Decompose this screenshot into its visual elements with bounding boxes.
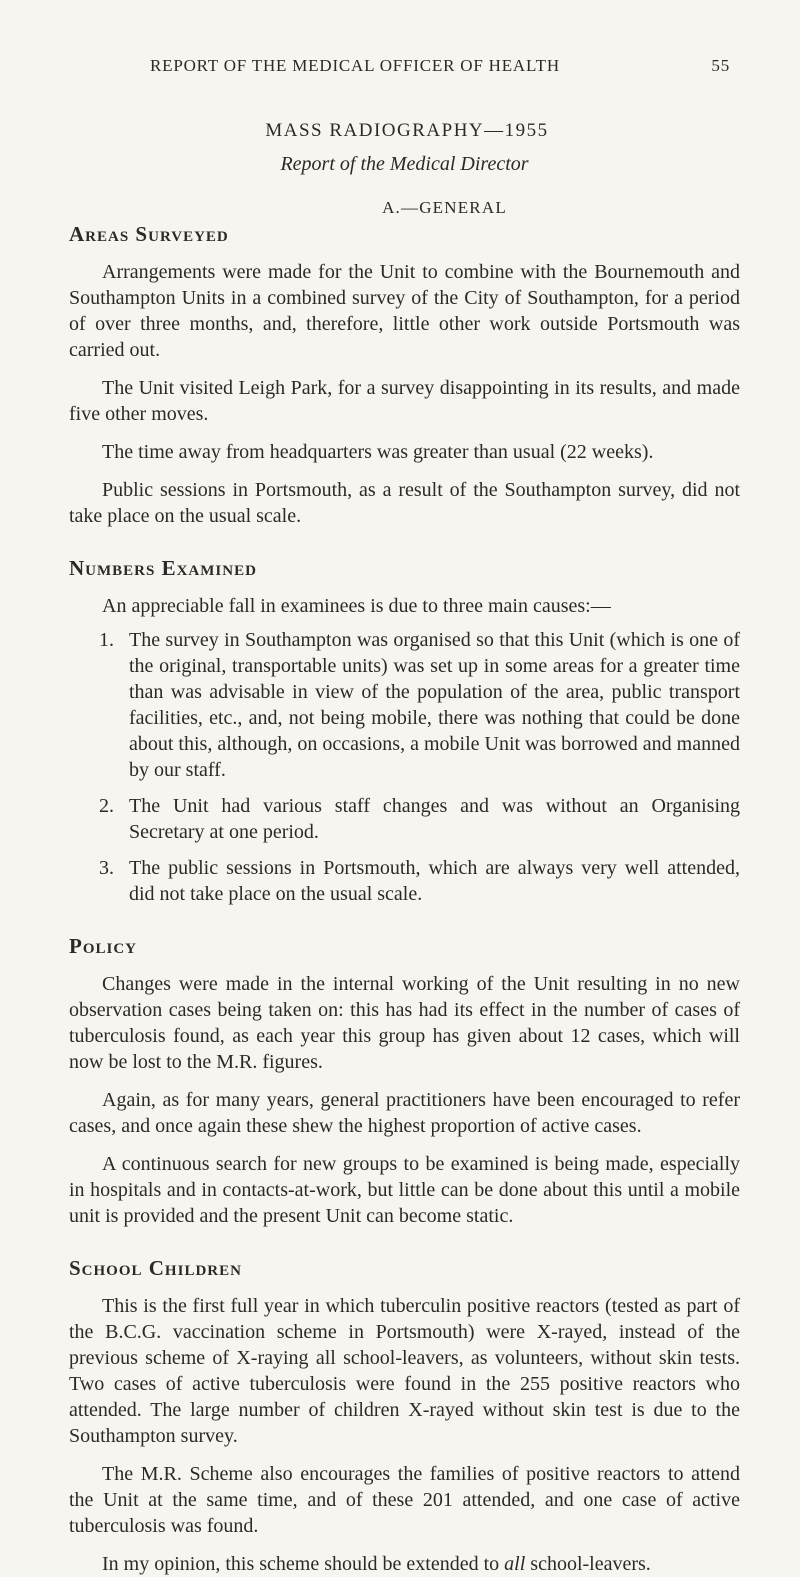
heading-areas-surveyed: Areas Surveyed — [69, 222, 229, 246]
list-text: The Unit had various staff changes and was without an Organising Secretary at one period. — [129, 795, 740, 843]
document-body — [69, 118, 740, 1577]
list-text: The survey in Southampton was organised so that this Unit (which is one of the original, transportable units) was set up in some areas for a greater time than was advisable in view of the population of the area, public transport facilities, etc., and, not being mobile, there was nothing that could be done about this, although, on occasions, a mobile Unit was borrowed and manned by our staff. — [129, 629, 740, 781]
page-number: 55 — [711, 56, 730, 75]
list-item — [99, 793, 740, 845]
list-text: The public sessions in Portsmouth, which are always very well attended, did not take place on the usual scale. — [129, 857, 740, 905]
list-item — [99, 627, 740, 783]
paragraph: Arrangements were made for the Unit to combine with the Bournemouth and Southampton Units in a combined survey of the City of Southampton, for a period of over three months, and, therefore, little other work outside Portsmouth was carried out. — [69, 261, 740, 361]
paragraph: An appreciable fall in examinees is due to three main causes:— — [102, 595, 611, 617]
list-number: 1. — [99, 629, 114, 651]
paragraph: Changes were made in the internal working of the Unit resulting in no new observation cases being taken on: this has had its effect in the number of cases of tuberculosis found, as each year this group has given about 12 cases, which will now be lost to the M.R. figures. — [69, 973, 740, 1073]
paragraph: Public sessions in Portsmouth, as a result of the Southampton survey, did not take place on the usual scale. — [69, 479, 740, 527]
paragraph: The time away from headquarters was greater than usual (22 weeks). — [102, 441, 654, 463]
paragraph: The Unit visited Leigh Park, for a survey disappointing in its results, and made five other moves. — [69, 377, 740, 425]
text-run: In my opinion, this scheme should be extended to — [102, 1553, 505, 1575]
heading-policy: Policy — [69, 934, 138, 958]
paragraph: Again, as for many years, general practitioners have been encouraged to refer cases, and once again these shew the highest proportion of active cases. — [69, 1089, 740, 1137]
paragraph: This is the first full year in which tuberculin positive reactors (tested as part of the B.C.G. vaccination scheme in Portsmouth) were X-rayed, instead of the previous scheme of X-raying all school-leavers, as volunteers, without skin tests. Two cases of active tuberculosis were found in the 255 positive reactors who attended. The large number of children X-rayed without skin test is due to the Southampton survey. — [69, 1295, 740, 1447]
document-title: MASS RADIOGRAPHY—1955 — [265, 120, 549, 141]
text-run: school-leavers. — [525, 1553, 651, 1575]
paragraph: A continuous search for new groups to be examined is being made, especially in hospitals and in contacts-at-work, but little can be done about this until a mobile unit is provided and the present Unit can become static. — [69, 1153, 740, 1227]
list-item — [99, 855, 740, 907]
list-number: 3. — [99, 857, 114, 879]
heading-numbers-examined: Numbers Examined — [69, 556, 257, 580]
list-number: 2. — [99, 795, 114, 817]
section-label: A.—GENERAL — [382, 198, 507, 217]
running-head-title: REPORT OF THE MEDICAL OFFICER OF HEALTH — [150, 56, 560, 75]
paragraph-final — [69, 1551, 740, 1577]
running-head — [150, 56, 730, 76]
document-subtitle: Report of the Medical Director — [280, 153, 529, 175]
paragraph: The M.R. Scheme also encourages the families of positive reactors to attend the Unit at the same time, and of these 201 attended, and one case of active tuberculosis was found. — [69, 1463, 740, 1537]
causes-list — [69, 627, 740, 907]
heading-school-children: School Children — [69, 1256, 242, 1280]
emphasis: all — [504, 1553, 526, 1575]
